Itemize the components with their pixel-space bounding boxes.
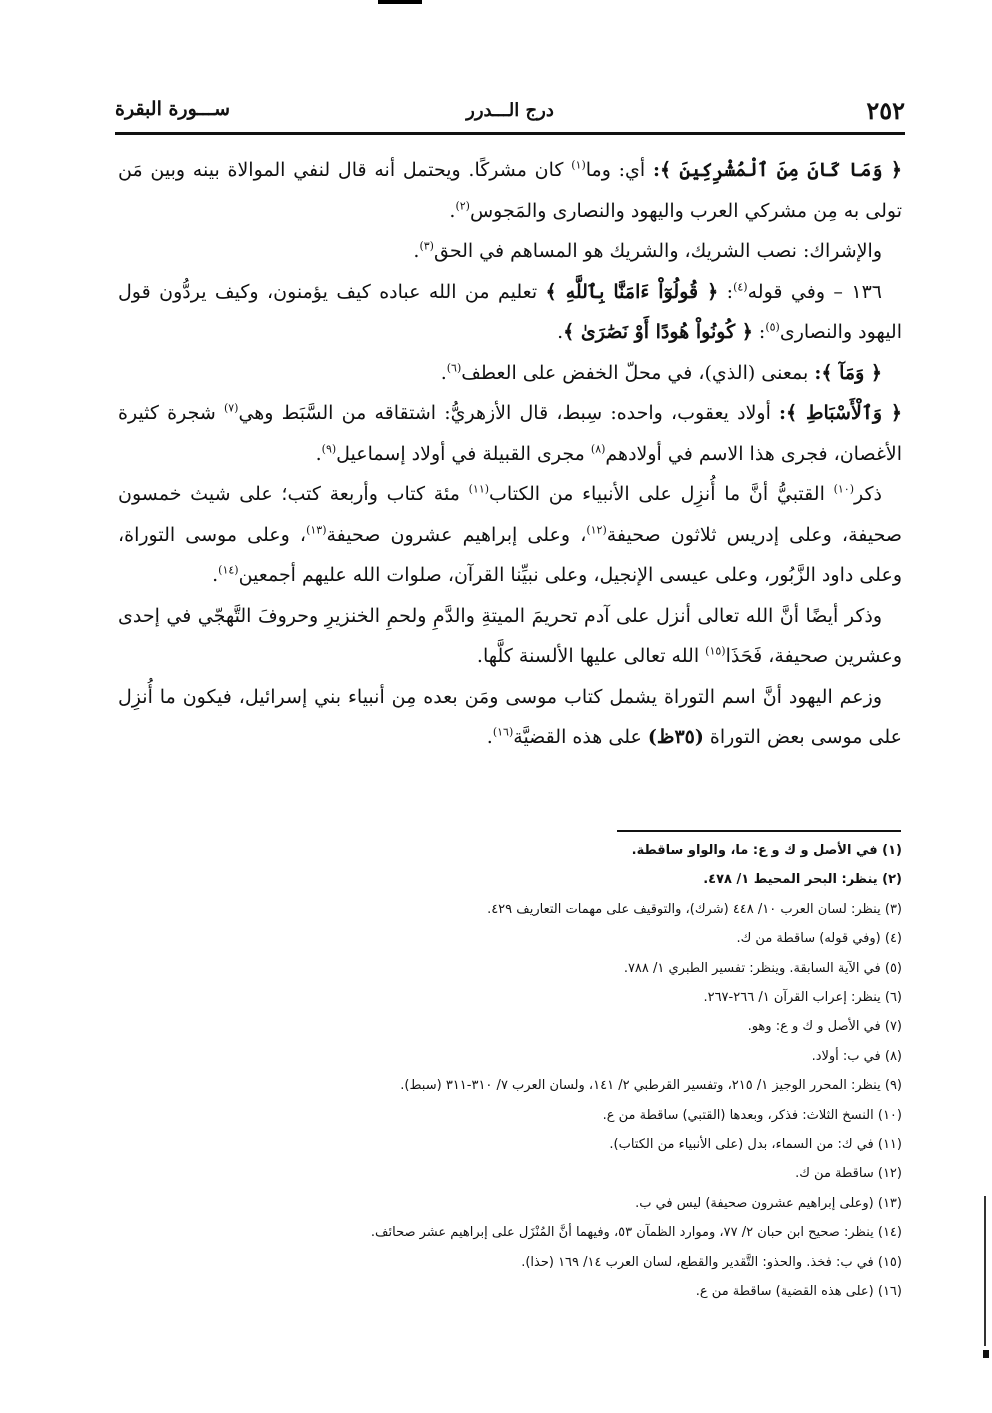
footnote-2: (٢) ينظر: البحر المحيط ١/ ٤٧٨.	[703, 872, 902, 888]
scan-edge-dot	[983, 1350, 989, 1358]
footnote-14: (١٤) ينظر: صحيح ابن حبان ٢/ ٧٧، وموارد الظمآن ٥٣، وفيهما أنَّ المُنْزَل على إبراهيم عشر صحائف.	[370, 1225, 902, 1241]
footnote-10: (١٠) النسخ الثلاث: فذكر، وبعدها (القتبي) ساقطة من ع.	[602, 1107, 902, 1123]
footnote-7: (٧) في الأصل و ك و ع: وهو.	[747, 1019, 902, 1035]
paragraph-text: وذكر أيضًا أنَّ الله تعالى أنزل على آدم تحريمَ الميتةِ والدَّمِ ولحمِ الخنزيرِ وحروفَ التَّهجّي في إحدى وعشرين صحيفة، فَحَذَا	[118, 604, 902, 667]
footnote-16: (١٦) (على هذه القضية) ساقطة من ع.	[695, 1284, 902, 1300]
paragraph-text: مئة كتاب وأربعة كتب؛ على شيث خمسون صحيفة، وعلى إدريس ثلاثون صحيفة	[118, 483, 902, 546]
paragraph-text: أي: وما	[585, 159, 653, 181]
paragraph-text: مجرى القبيلة في أولاد إسماعيل	[336, 442, 591, 465]
footnote-5: (٥) في الآية السابقة. وينظر: تفسير الطبري ١/ ٧٨٨.	[623, 960, 902, 976]
footnote-ref[interactable]: (٦)	[446, 361, 462, 375]
quran-quote: ﴿ وَٱلْأَسْبَاطِ ﴾:	[779, 402, 902, 424]
footnote-separator	[617, 830, 901, 832]
paragraph-text: أولاد يعقوب، واحده: سِبط، قال الأزهريُّ: اشتقاقه من السَّبَط وهي	[238, 402, 780, 424]
manuscript-folio-marker: (٣٥ظ)	[647, 726, 704, 748]
paragraph-text: الله تعالى عليها الألسنة كلَّها.	[476, 645, 706, 667]
paragraph-end: .	[557, 321, 564, 343]
paragraph-end: .	[212, 564, 219, 586]
footnote-ref[interactable]: (٨)	[590, 442, 606, 456]
paragraph-end: .	[413, 240, 420, 262]
footnote-3: (٣) ينظر: لسان العرب ١٠/ ٤٤٨ (شرك)، والتوقيف على مهمات التعاريف ٤٢٩.	[487, 901, 902, 917]
paragraph-1	[118, 150, 902, 231]
footnote-4: (٤) (وفي قوله) ساقطة من ك.	[736, 931, 902, 947]
footnote-13: (١٣) (وعلى إبراهيم عشرون صحيفة) ليس في ب.	[635, 1195, 902, 1211]
footnote-ref[interactable]: (٧)	[223, 401, 239, 415]
paragraph-8	[118, 677, 902, 758]
footnote-ref[interactable]: (١٤)	[218, 563, 239, 577]
footnote-ref[interactable]: (١٢)	[586, 523, 607, 537]
footnote-ref[interactable]: (١١)	[468, 482, 490, 496]
paragraph-text: شجرة كثيرة الأغصان، فجرى هذا الاسم في أولادهم	[118, 402, 902, 465]
paragraph-end: .	[486, 726, 493, 748]
quran-quote: ﴿ قُولُوٓاْ ءَامَنَّا بِٱللَّهِ ﴾	[545, 280, 719, 303]
footnote-ref[interactable]: (٩)	[321, 442, 337, 456]
footnote-ref[interactable]: (١)	[571, 158, 586, 172]
scan-edge-mark	[378, 0, 422, 4]
surah-title: ســـورة البقرة	[115, 98, 231, 120]
footnote-ref[interactable]: (٢)	[455, 199, 470, 213]
book-title: درج الـــدرر	[466, 100, 554, 121]
paragraph-text: القتبيُّ أنَّ ما أُنزِل على الأنبياء من الكتاب	[489, 483, 834, 505]
quran-quote: ﴿ كُونُواْ هُودًا أَوْ نَصَٰرَىٰ ﴾	[563, 321, 753, 343]
footnote-12: (١٢) ساقطة من ك.	[795, 1166, 902, 1182]
page-number: ٢٥٢	[866, 96, 905, 125]
footnote-8: (٨) في ب: أولاد.	[811, 1048, 902, 1064]
scan-edge-bracket	[984, 1196, 989, 1346]
paragraph-text: :	[718, 280, 734, 303]
paragraph-end: .	[449, 199, 456, 222]
paragraph-text: على هذه القضيَّة	[513, 726, 648, 748]
quran-quote: ﴿ وَمَا كَانَ مِنَ ٱلْمُشْرِكِينَ ﴾:	[652, 159, 902, 181]
running-header	[115, 96, 905, 132]
footnote-ref[interactable]: (١٣)	[306, 523, 327, 537]
main-text	[118, 150, 902, 758]
footnote-ref[interactable]: (١٥)	[705, 644, 726, 658]
footnote-1: (١) في الأصل و ك و ع: ما، والواو ساقطة.	[631, 843, 902, 858]
paragraph-end: .	[440, 361, 447, 384]
paragraph-6	[118, 474, 902, 596]
paragraph-text: تعليم من الله عباده كيف يؤمنون، وكيف يردُّون قول اليهود والنصارى	[118, 280, 902, 343]
paragraph-text: بمعنى (الذي)، في محلّ الخفض على العطف	[461, 361, 815, 384]
paragraph-text: ١٣٦ – وفي قوله	[747, 280, 882, 303]
footnote-ref[interactable]: (٥)	[765, 320, 780, 334]
footnote-ref[interactable]: (٣)	[419, 239, 434, 253]
paragraph-text: ، وعلى موسى التوراة، وعلى داود الزَّبُور، وعلى عيسى الإنجيل، وعلى نبيِّنا القرآن، صلوات الله عليهم أجمعين	[118, 523, 902, 586]
paragraph-text: والإشراك: نصب الشريك، والشريك هو المساهم في الحق	[433, 240, 882, 262]
header-rule	[115, 132, 905, 135]
paragraph-end: .	[315, 442, 322, 465]
paragraph-text: كان مشركًا. ويحتمل أنه قال لنفي الموالاة بينه وبين مَن تولى به مِن مشركي العرب واليهود والنصارى والمَجوس	[118, 159, 902, 222]
paragraph-2	[118, 231, 902, 272]
footnote-ref[interactable]: (١٠)	[833, 482, 854, 496]
paragraph-3	[118, 272, 902, 353]
paragraph-4	[118, 353, 902, 394]
quran-quote: ﴿ وَمَآ ﴾:	[814, 361, 882, 384]
paragraph-text: وزعم اليهود أنَّ اسم التوراة يشمل كتاب موسى ومَن بعده مِن أنبياء بني إسرائيل، فيكون ما أُنزِل على موسى بعض التوراة	[118, 685, 902, 748]
paragraph-7	[118, 596, 902, 677]
footnote-ref[interactable]: (١٦)	[492, 725, 514, 739]
footnotes	[240, 836, 902, 1307]
footnote-9: (٩) ينظر: المحرر الوجيز ١/ ٢١٥، وتفسير القرطبي ٢/ ١٤١، ولسان العرب ٧/ ٣١٠-٣١١ (سبط).	[400, 1078, 902, 1094]
footnote-11: (١١) في ك: من السماء، بدل (على الأنبياء من الكتاب).	[609, 1137, 902, 1153]
paragraph-text: :	[752, 321, 766, 343]
paragraph-5	[118, 393, 902, 474]
footnote-ref[interactable]: (٤)	[733, 280, 748, 294]
paragraph-text: ، وعلى إبراهيم عشرون صحيفة	[326, 523, 587, 546]
footnote-6: (٦) ينظر: إعراب القرآن ١/ ٢٦٦-٢٦٧.	[703, 990, 902, 1006]
footnote-15: (١٥) في ب: فخذ. والحذو: التَّقدير والقطع، لسان العرب ١٤/ ١٦٩ (حذا).	[521, 1254, 902, 1270]
paragraph-text: ذكر	[854, 483, 882, 505]
